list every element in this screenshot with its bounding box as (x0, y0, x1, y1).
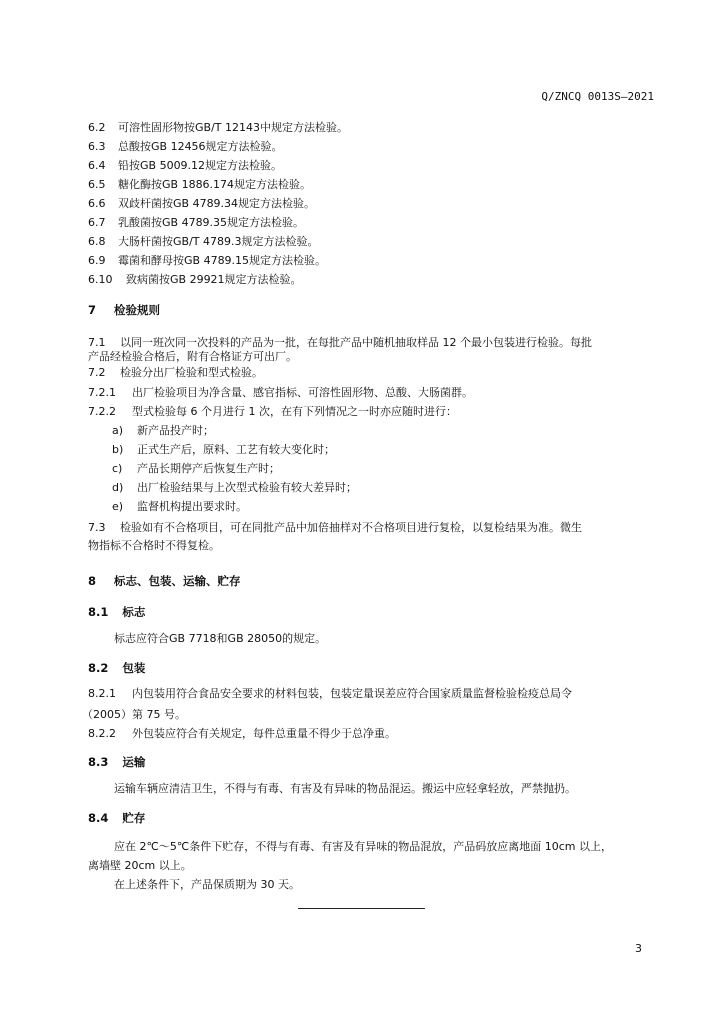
clause-text: 可溶性固形物按GB/T 12143中规定方法检验。 (118, 121, 348, 134)
paragraph-7-3-cont: 物指标不合格时不得复检。 (88, 539, 220, 552)
subsection-title: 包装 (122, 661, 146, 675)
document-number: Q/ZNCQ 0013S—2021 (541, 90, 654, 103)
paragraph-8-2-1-cont: （2005）第 75 号。 (82, 708, 186, 721)
section-6-item (88, 216, 304, 230)
subsection-title: 标志 (122, 605, 146, 619)
clause-number: 6.4 (88, 159, 106, 172)
clause-number: 6.10 (88, 273, 113, 286)
section-8-heading (88, 573, 241, 589)
list-item (112, 443, 335, 457)
subsection-8-4-heading (88, 810, 145, 826)
list-text: 产品长期停产后恢复生产时； (137, 462, 280, 475)
section-number: 7 (88, 303, 97, 317)
clause-text: 双歧杆菌按GB 4789.34规定方法检验。 (118, 197, 316, 210)
paragraph-7-2-2 (88, 405, 457, 419)
clause-number: 6.7 (88, 216, 106, 229)
clause-text: 检验如有不合格项目，可在同批产品中加倍抽样对不合格项目进行复检，以复检结果为准。微生 (120, 521, 582, 534)
clause-number: 7.2.2 (88, 405, 116, 418)
clause-number: 8.2.2 (88, 727, 116, 740)
clause-text: 铅按GB 5009.12规定方法检验。 (118, 159, 283, 172)
list-text: 新产品投产时； (137, 424, 214, 437)
section-6-item (88, 159, 282, 173)
paragraph-8-2-2 (88, 727, 396, 741)
section-6-item (88, 121, 348, 135)
paragraph-8-4-line2: 离墙壁 20cm 以上。 (88, 859, 192, 872)
paragraph-8-1: 标志应符合GB 7718和GB 28050的规定。 (114, 632, 327, 645)
list-text: 监督机构提出要求时。 (137, 500, 247, 513)
page-number: 3 (635, 942, 642, 955)
list-item (112, 462, 280, 476)
clause-text: 乳酸菌按GB 4789.35规定方法检验。 (118, 216, 305, 229)
subsection-title: 贮存 (122, 811, 146, 825)
clause-number: 7.3 (88, 521, 106, 534)
clause-text: 出厂检验项目为净含量、感官指标、可溶性固形物、总酸、大肠菌群。 (132, 386, 473, 399)
section-7-heading (88, 302, 160, 318)
clause-text: 大肠杆菌按GB/T 4789.3规定方法检验。 (118, 235, 319, 248)
paragraph-8-3: 运输车辆应清洁卫生，不得与有毒、有害及有异味的物品混运。搬运中应轻拿轻放，严禁抛扔。 (114, 782, 576, 795)
clause-number: 6.2 (88, 121, 106, 134)
subsection-8-1-heading (88, 604, 145, 620)
subsection-number: 8.1 (88, 605, 109, 619)
subsection-number: 8.2 (88, 661, 109, 675)
clause-number: 8.2.1 (88, 687, 116, 700)
section-title: 检验规则 (114, 303, 161, 317)
list-item (112, 424, 214, 438)
list-item (112, 481, 357, 495)
paragraph-8-4-line3: 在上述条件下，产品保质期为 30 天。 (114, 878, 300, 891)
clause-text: 致病菌按GB 29921规定方法检验。 (126, 273, 302, 286)
clause-number: 7.2 (88, 366, 106, 379)
section-title: 标志、包装、运输、贮存 (114, 574, 241, 588)
clause-text: 内包装用符合食品安全要求的材料包装，包装定量误差应符合国家质量监督检验检疫总局令 (132, 687, 572, 700)
paragraph-7-3 (88, 521, 582, 535)
paragraph-8-2-1 (88, 687, 572, 701)
list-marker: b) (112, 443, 124, 456)
section-number: 8 (88, 574, 97, 588)
clause-number: 6.9 (88, 254, 106, 267)
clause-number: 6.5 (88, 178, 106, 191)
list-marker: e) (112, 500, 124, 513)
clause-number: 7.2.1 (88, 386, 116, 399)
subsection-8-3-heading (88, 754, 145, 770)
clause-text: 糖化酶按GB 1886.174规定方法检验。 (118, 178, 312, 191)
paragraph-7-2 (88, 366, 263, 380)
list-marker: c) (112, 462, 123, 475)
clause-text: 型式检验每 6 个月进行 1 次，在有下列情况之一时亦应随时进行： (132, 405, 457, 418)
section-6-item (88, 273, 302, 287)
paragraph-7-2-1 (88, 386, 473, 400)
clause-text: 检验分出厂检验和型式检验。 (120, 366, 263, 379)
section-6-item (88, 140, 283, 154)
clause-text: 外包装应符合有关规定，每件总重量不得少于总净重。 (132, 727, 396, 740)
subsection-title: 运输 (122, 755, 146, 769)
subsection-number: 8.4 (88, 811, 109, 825)
list-marker: a) (112, 424, 124, 437)
clause-text: 霉菌和酵母按GB 4789.15规定方法检验。 (118, 254, 327, 267)
paragraph-7-1 (88, 336, 592, 350)
section-6-item (88, 235, 318, 249)
list-item (112, 500, 247, 514)
subsection-8-2-heading (88, 660, 145, 676)
section-6-item (88, 197, 315, 211)
clause-number: 7.1 (88, 336, 106, 349)
section-6-item (88, 178, 311, 192)
paragraph-8-4-line1: 应在 2℃～5℃条件下贮存，不得与有毒、有害及有异味的物品混放，产品码放应离地面 10cm 以上， (114, 840, 612, 853)
clause-number: 6.3 (88, 140, 106, 153)
clause-number: 6.8 (88, 235, 106, 248)
clause-number: 6.6 (88, 197, 106, 210)
end-divider (298, 908, 425, 909)
clause-text: 以同一班次同一次投料的产品为一批，在每批产品中随机抽取样品 12 个最小包装进行检验。每批 (120, 336, 592, 349)
list-text: 正式生产后，原料、工艺有较大变化时； (137, 443, 335, 456)
paragraph-7-1-cont: 产品经检验合格后，附有合格证方可出厂。 (88, 350, 297, 363)
subsection-number: 8.3 (88, 755, 109, 769)
clause-text: 总酸按GB 12456规定方法检验。 (118, 140, 283, 153)
list-text: 出厂检验结果与上次型式检验有较大差异时； (137, 481, 357, 494)
list-marker: d) (112, 481, 124, 494)
section-6-item (88, 254, 326, 268)
